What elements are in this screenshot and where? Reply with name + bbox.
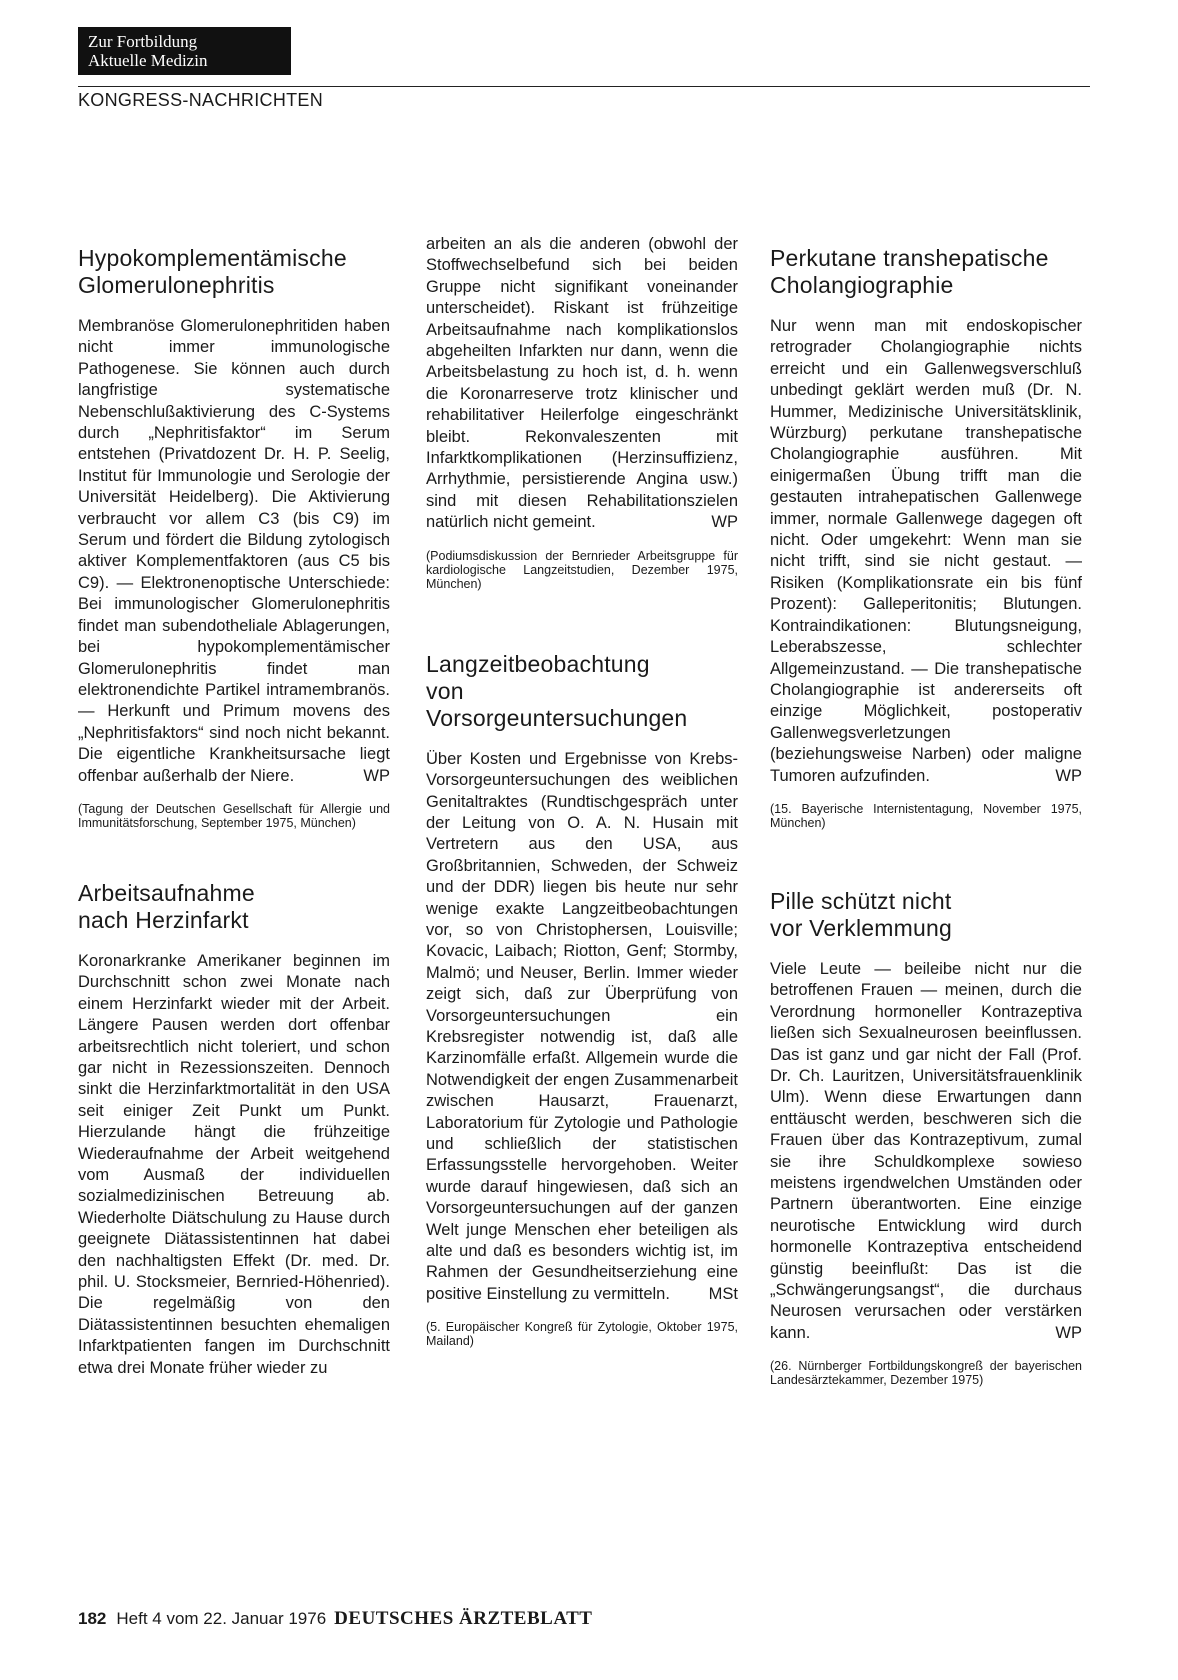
badge-line-2: Aktuelle Medizin — [88, 51, 208, 70]
page-number: 182 — [78, 1609, 107, 1628]
author-signature: WP — [363, 766, 390, 785]
article-body — [426, 234, 738, 534]
article-arbeitsaufnahme-continued — [426, 234, 738, 591]
title-line: von — [426, 677, 464, 704]
article-source: (Tagung der Deutschen Gesellschaft für Allergie und Immunitätsforschung, September 1975, München) — [78, 801, 390, 830]
article-langzeitbeobachtung — [426, 651, 738, 1349]
page-footer — [78, 1608, 592, 1630]
article-title — [426, 651, 738, 732]
title-line: Arbeitsaufnahme — [78, 879, 255, 906]
article-body: Koronarkranke Amerikaner beginnen im Durchschnitt schon zwei Monate nach einem Herzinfarkt wieder mit der Arbeit. Längere Pausen werden dort offenbar arbeitsrechtlich nicht toleriert, und schon gar nicht in Rezessionszeiten. Dennoch sinkt die Herzinfarktmortalität in den USA seit einiger Zeit Punkt um Punkt. Hierzulande hängt die frühzeitige Wiederaufnahme der Arbeit weitgehend vom Ausmaß der individuellen sozialmedizinischen Betreuung ab. Wiederholte Diätschulung zu Hause durch geeignete Diätassistentinnen hat dabei den nachhaltigsten Effekt (Dr. med. Dr. phil. U. Stocksmeier, Bernried-Höhenried). Die regelmäßig von den Diätassistentinnen besuchten ehemaligen Infarktpatienten fangen im Durchschnitt etwa drei Monate früher wieder zu — [78, 951, 390, 1377]
title-line: Pille schützt nicht — [770, 887, 952, 914]
article-pille — [770, 888, 1082, 1387]
article-source: (15. Bayerische Internistentagung, November 1975, München) — [770, 801, 1082, 830]
article-title — [770, 888, 1082, 942]
article-body — [770, 316, 1082, 787]
title-line: Cholangiographie — [770, 272, 954, 298]
author-signature: WP — [1055, 1323, 1082, 1342]
body-text: arbeiten an als die anderen (obwohl der Stoffwechselbefund sich bei beiden Gruppe nicht signifikant voneinander unterscheidet). Riskant ist frühzeitige Arbeitsaufnahme nach komplikationslos abgeheilten Infarkten nur dann, wenn die Arbeitsbelastung zu hoch ist, d. h. wenn die Koronarreserve trotz klinischer und rehabilitativer Heilerfolge eingeschränkt bleibt. Rekonvaleszenten mit Infarktkomplikationen (Herzinsuffizienz, Arrhythmie, persistierende Angina usw.) sind mit diesen Rehabilitationszielen natürlich nicht gemeint. — [426, 235, 738, 532]
article-arbeitsaufnahme — [78, 880, 390, 1379]
badge-line-1: Zur Fortbildung — [88, 32, 198, 51]
title-line: vor Verklemmung — [770, 914, 952, 941]
masthead: DEUTSCHES ÄRZTEBLATT — [334, 1608, 593, 1629]
issue-info: Heft 4 vom 22. Januar 1976 — [116, 1609, 327, 1628]
title-line: Vorsorgeuntersuchungen — [426, 704, 688, 731]
column-2 — [426, 234, 738, 1348]
article-title — [78, 245, 390, 299]
article-source: (5. Europäischer Kongreß für Zytologie, Oktober 1975, Mailand) — [426, 1320, 738, 1349]
title-line: nach Herzinfarkt — [78, 906, 249, 933]
article-glomerulonephritis — [78, 245, 390, 830]
body-text: Über Kosten und Ergebnisse von Krebs-Vorsorgeuntersuchungen des weiblichen Genitaltraktes (Rundtischgespräch unter der Leitung von O. A. N. Husain mit Vertretern aus den USA, aus Großbritannien, Schweden, der Schweiz und der DDR) liegen bis heute nur sehr wenige exakte Langzeitbeobachtungen vor, so von Christophersen, Louisville; Kovacic, Laibach; Riotton, Genf; Stormby, Malmö; und Neuser, Berlin. Immer wieder zeigt sich, daß zur Überprüfung von Vorsorgeuntersuchungen ein Krebsregister notwendig ist, daß alle Karzinomfälle erfaßt. Allgemein wurde die Notwendigkeit der engen Zusammenarbeit zwischen Hausarzt, Frauenarzt, Laboratorium für Zytologie und Pathologie und schließlich der statistischen Erfassungsstelle hervorgehoben. Weiter wurde darauf hingewiesen, daß sich an Vorsorgeuntersuchungen auf der ganzen Welt junge Menschen eher beteiligen als alte und daß es besonders wichtig ist, im Rahmen der Gesundheitserziehung eine positive Einstellung zu vermitteln. — [426, 749, 738, 1303]
author-signature: WP — [711, 513, 738, 532]
column-1 — [78, 245, 390, 1379]
title-line: Perkutane transhepatische — [770, 245, 1049, 271]
title-line: Glomerulonephritis — [78, 272, 275, 298]
article-body — [770, 959, 1082, 1344]
body-text: Membranöse Glomerulonephritiden haben nicht immer immunologische Pathogenese. Sie können auch durch langfristige systematische Nebenschlußaktivierung des C-Systems durch „Nephritisfaktor“ im Serum entstehen (Privatdozent Dr. H. P. Seelig, Institut für Immunologie und Serologie der Universität Heidelberg). Die Aktivierung verbraucht vor allem C3 (bis C9) im Serum und fördert die Bildung zytologisch aktiver Komplementfaktoren (aus C5 bis C9). — Elektronenoptische Unterschiede: Bei immunologischer Glomerulonephritis findet man subendotheliale Ablagerungen, bei hypokomplementämischer Glomerulonephritis findet man elektronendichte Partikel intramembranös. — Herkunft und Primum movens des „Nephritisfaktors“ sind noch nicht bekannt. Die eigentliche Krankheitsursache liegt offenbar außerhalb der Niere. — [78, 317, 390, 785]
article-body — [426, 749, 738, 1306]
article-source: (26. Nürnberger Fortbildungskongreß der bayerischen Landesärztekammer, Dezember 1975) — [770, 1359, 1082, 1388]
title-line: Hypokomplementämische — [78, 245, 347, 271]
header-rule — [78, 86, 1090, 87]
title-line: Langzeitbeobachtung — [426, 650, 650, 677]
section-badge — [78, 27, 291, 75]
body-text: Nur wenn man mit endoskopischer retrograder Cholangiographie nichts erreicht und ein Gallenwegsverschluß unbedingt geklärt werden muß (Dr. N. Hummer, Medizinische Universitätsklinik, Würzburg) perkutane transhepatische Cholangiographie ausführen. Mit einigermaßen Übung trifft man die gestauten intrahepatischen Gallenwege immer, normale Gallenwege dagegen oft nicht. Oder umgekehrt: Wenn man sie nicht trifft, sind sie nicht gestaut. — Risiken (Komplikationsrate ein bis fünf Prozent): Galleperitonitis; Blutungen. Kontraindikationen: Blutungsneigung, Leberabszesse, schlechter Allgemeinzustand. — Die transhepatische Cholangiographie ist andererseits oft einzige Möglichkeit, postoperativ Gallenwegsverletzungen (beziehungsweise Narben) oder maligne Tumoren aufzufinden. — [770, 317, 1082, 785]
column-3 — [770, 245, 1082, 1387]
author-signature: WP — [1055, 766, 1082, 785]
article-title — [770, 245, 1082, 299]
article-source: (Podiumsdiskussion der Bernrieder Arbeitsgruppe für kardiologische Langzeitstudien, Dezember 1975, München) — [426, 548, 738, 591]
section-label: KONGRESS-NACHRICHTEN — [78, 90, 324, 110]
body-text: Viele Leute — beileibe nicht nur die betroffenen Frauen — meinen, durch die Verordnung hormoneller Kontrazeptiva ließen sich Sexualneurosen beeinflussen. Das ist ganz und gar nicht der Fall (Prof. Dr. Ch. Lauritzen, Universitätsfrauenklinik Ulm). Wenn diese Erwartungen dann enttäuscht werden, beschweren sich die Frauen über das Kontrazeptivum, zumal sie ihre Schuldkomplexe sowieso meistens irgendwelchen Umständen oder Partnern überantworten. Eine einzige neurotische Entwicklung wird durch hormonelle Kontrazeptiva entscheidend günstig beeinflußt: Das ist die „Schwängerungsangst“, die durchaus Neurosen verursachen oder verstärken kann. — [770, 959, 1082, 1342]
article-cholangiographie — [770, 245, 1082, 830]
article-title — [78, 880, 390, 934]
article-body — [78, 316, 390, 787]
author-signature: MSt — [708, 1284, 738, 1303]
